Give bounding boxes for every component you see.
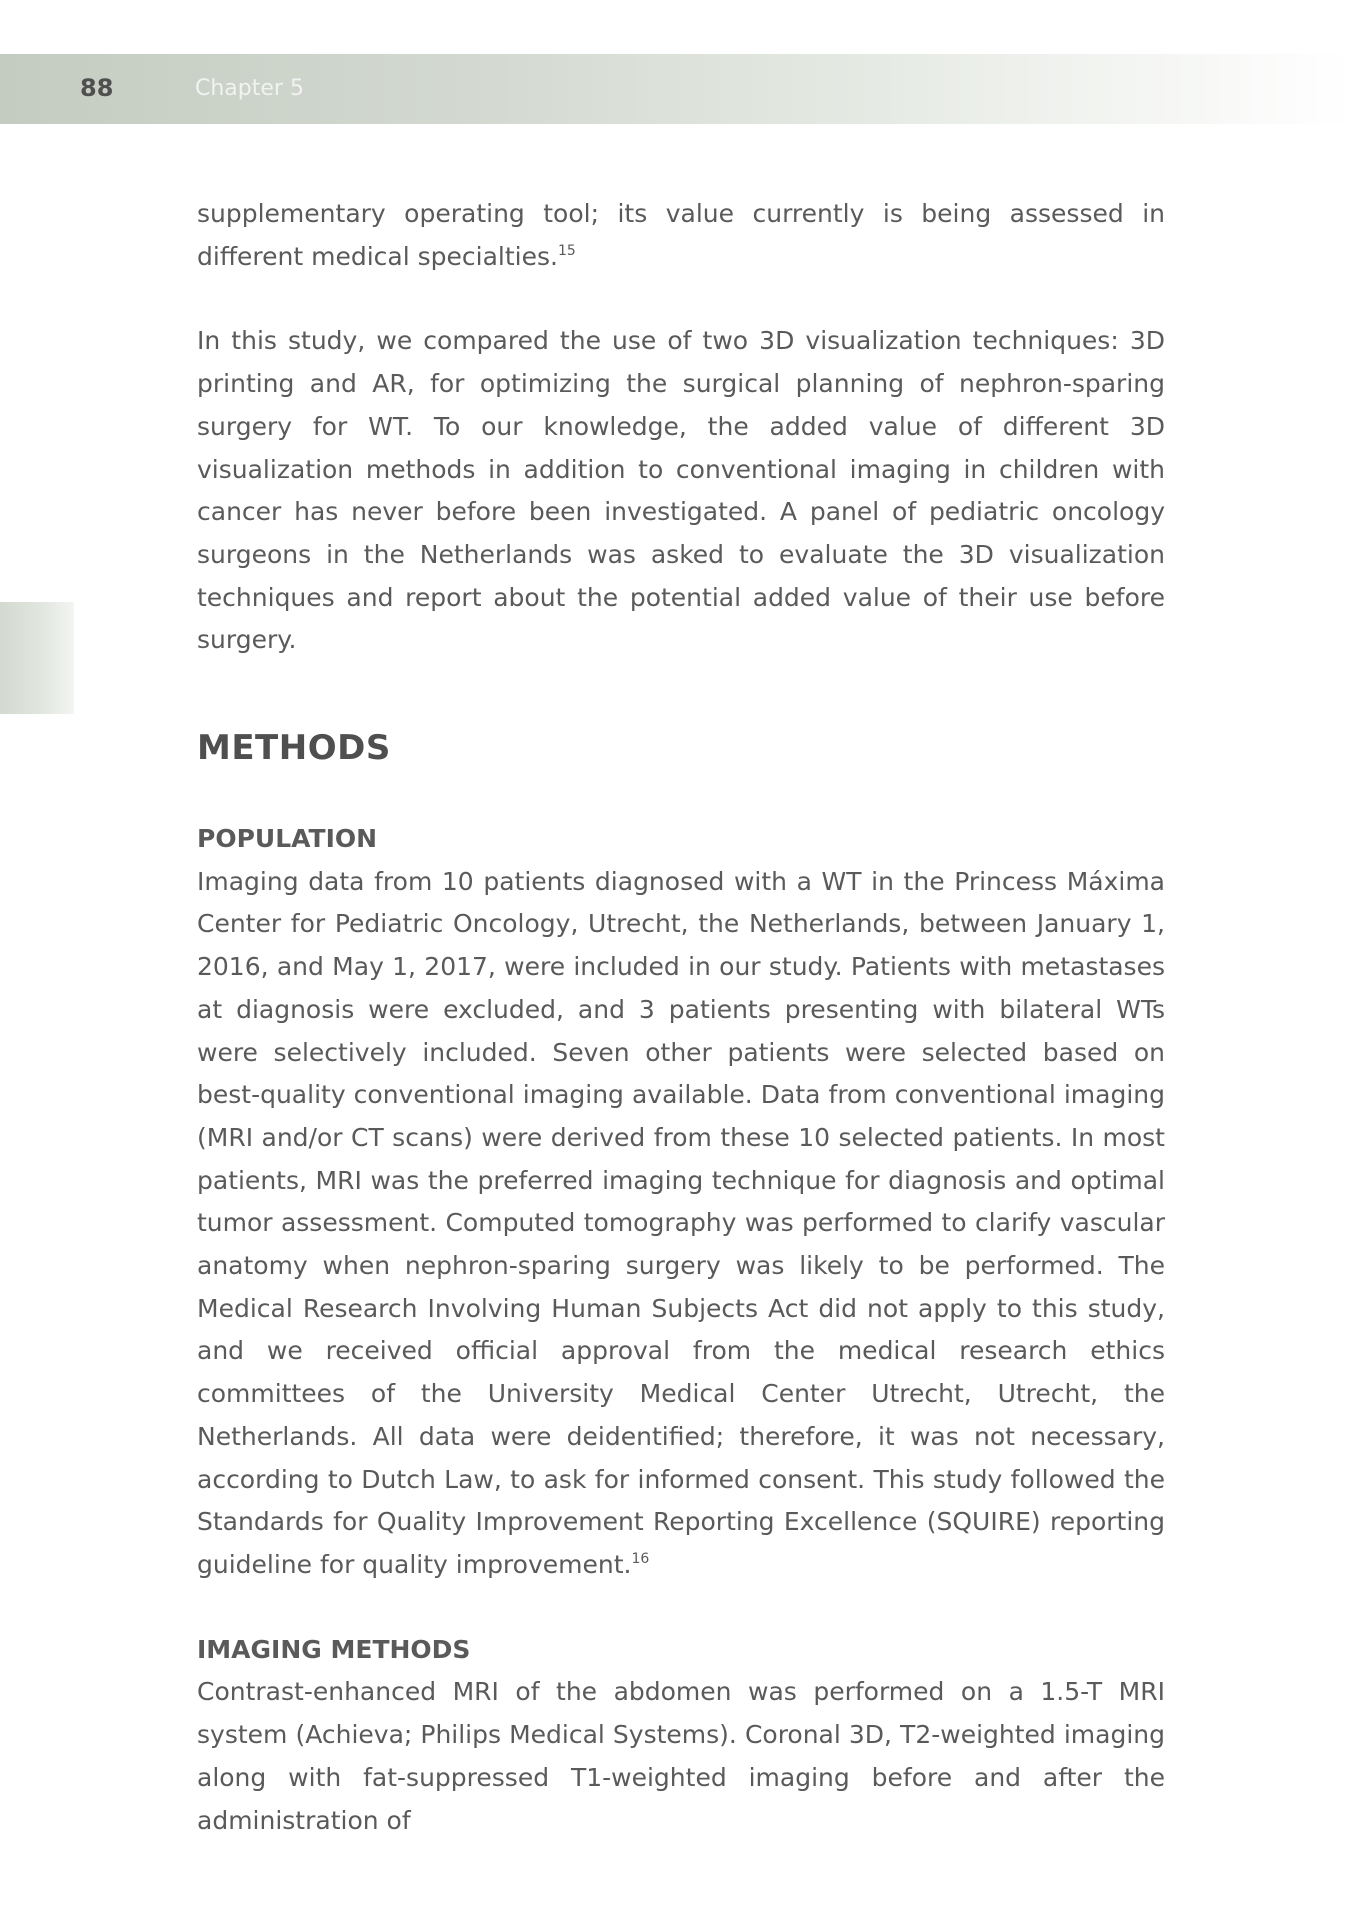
population-heading: POPULATION xyxy=(197,824,378,854)
reference-16: 16 xyxy=(631,1550,650,1567)
intro-paragraph-2: In this study, we compared the use of two 3D visualization techniques: 3D printing and AR, for optimizing the surgical planning of nephron-sparing surgery for WT. To our knowledge, the added value of different 3D visualization methods in addition to conventional imaging in children with cancer has never before been investigated. A panel of pediatric oncology surgeons in the Netherlands was asked to evaluate the 3D visualization techniques and report about the potential added value of their use before surgery. xyxy=(197,326,1165,655)
page-body xyxy=(197,193,1165,1842)
intro-paragraph-1-text: supplementary operating tool; its value currently is being assessed in different medical specialties. xyxy=(197,199,1165,271)
population-paragraph-text: Imaging data from 10 patients diagnosed with a WT in the Princess Máxima Center for Pediatric Oncology, Utrecht, the Netherlands, between January 1, 2016, and May 1, 2017, were included in our study. Patients with metastases at diagnosis were excluded, and 3 patients presenting with bilateral WTs were selectively included. Seven other patients were selected based on best-quality conventional imaging available. Data from conventional imaging (MRI and/or CT scans) were derived from these 10 selected patients. In most patients, MRI was the preferred imaging technique for diagnosis and optimal tumor assessment. Computed tomography was performed to clarify vascular anatomy when nephron-sparing surgery was likely to be performed. The Medical Research Involving Human Subjects Act did not apply to this study, and we received official approval from the medical research ethics committees of the University Medical Center Utrecht, Utrecht, the Netherlands. All data were deidentified; therefore, it was not necessary, according to Dutch Law, to ask for informed consent. This study followed the Standards for Quality Improvement Reporting Excellence (SQUIRE) reporting guideline for quality improvement. xyxy=(197,866,1165,1579)
population-paragraph xyxy=(197,861,1165,1587)
intro-paragraph-1 xyxy=(197,193,1165,278)
page-number: 88 xyxy=(80,74,114,102)
chapter-label: Chapter 5 xyxy=(195,76,304,101)
imaging-methods-heading: IMAGING METHODS xyxy=(197,1634,471,1664)
methods-heading: METHODS xyxy=(197,728,391,769)
imaging-methods-paragraph: Contrast-enhanced MRI of the abdomen was performed on a 1.5-T MRI system (Achieva; Philips Medical Systems). Coronal 3D, T2-weighted imaging along with fat-suppressed T1-weighted imaging before and after the administration of xyxy=(197,1677,1165,1835)
chapter-side-tab xyxy=(0,602,74,714)
reference-15: 15 xyxy=(557,242,576,259)
